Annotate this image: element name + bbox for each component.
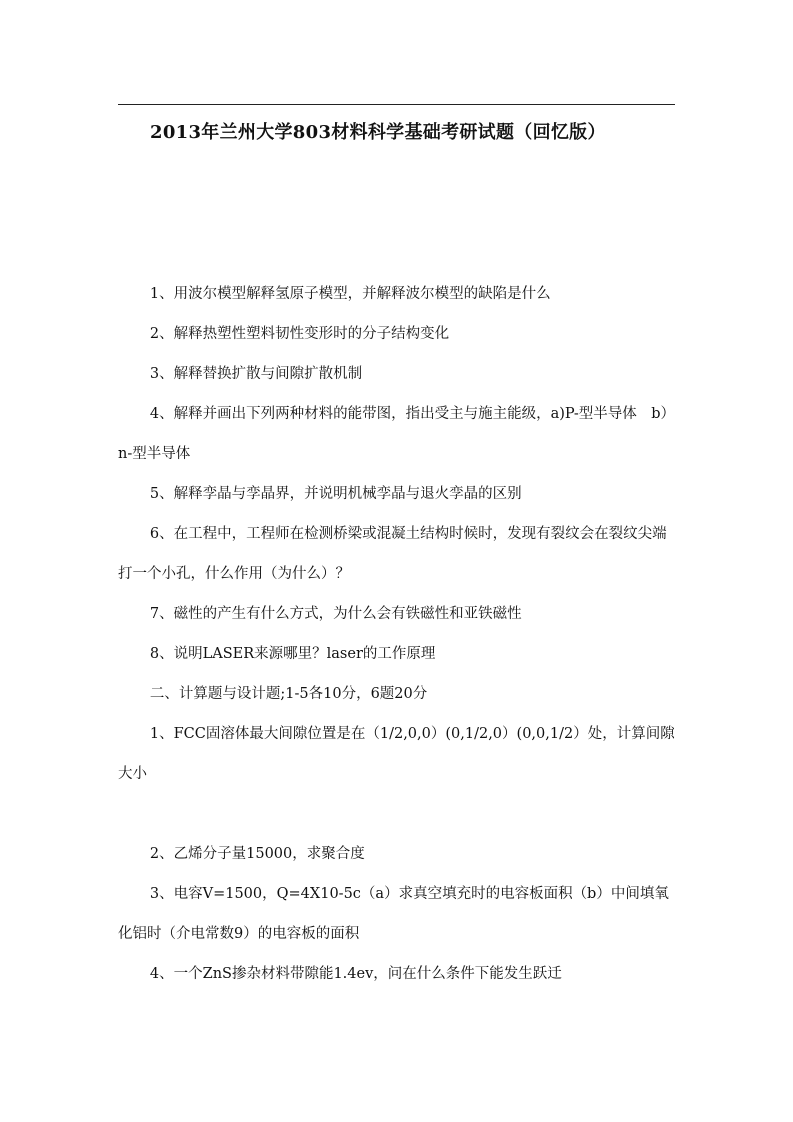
blank-line xyxy=(118,794,678,834)
question-6: 6、在工程中，工程师在检测桥梁或混凝土结构时候时，发现有裂纹会在裂纹尖端打一个小孔，什么作用（为什么）？ xyxy=(118,526,667,582)
question-5: 5、解释孪晶与孪晶界，并说明机械孪晶与退火孪晶的区别 xyxy=(149,486,522,502)
question-7: 7、磁性的产生有什么方式，为什么会有铁磁性和亚铁磁性 xyxy=(149,606,522,622)
header-rule xyxy=(118,104,675,105)
calc-question-1: 1、FCC固溶体最大间隙位置是在（1/2,0,0）(0,1/2,0）(0,0,1/2）处，计算间隙大小 xyxy=(118,726,675,782)
question-1: 1、用波尔模型解释氢原子模型，并解释波尔模型的缺陷是什么 xyxy=(149,286,551,302)
question-3: 3、解释替换扩散与间隙扩散机制 xyxy=(149,366,363,382)
question-2: 2、解释热塑性塑料韧性变形时的分子结构变化 xyxy=(149,326,450,342)
calc-question-4: 4、一个ZnS掺杂材料带隙能1.4ev，问在什么条件下能发生跃迁 xyxy=(149,966,562,982)
document-body xyxy=(118,274,678,994)
document-title: 2013年兰州大学803材料科学基础考研试题（回忆版） xyxy=(150,122,606,143)
calc-question-3: 3、电容V=1500，Q=4X10-5c（a）求真空填充时的电容板面积（b）中间填氧化铝时（介电常数9）的电容板的面积 xyxy=(118,886,669,942)
section-heading: 二、计算题与设计题;1-5各10分，6题20分 xyxy=(149,686,428,702)
question-8: 8、说明LASER来源哪里？laser的工作原理 xyxy=(149,646,436,662)
question-4: 4、解释并画出下列两种材料的能带图，指出受主与施主能级，a)P-型半导体 b）n-型半导体 xyxy=(118,406,676,462)
calc-question-2: 2、乙烯分子量15000，求聚合度 xyxy=(149,846,365,862)
